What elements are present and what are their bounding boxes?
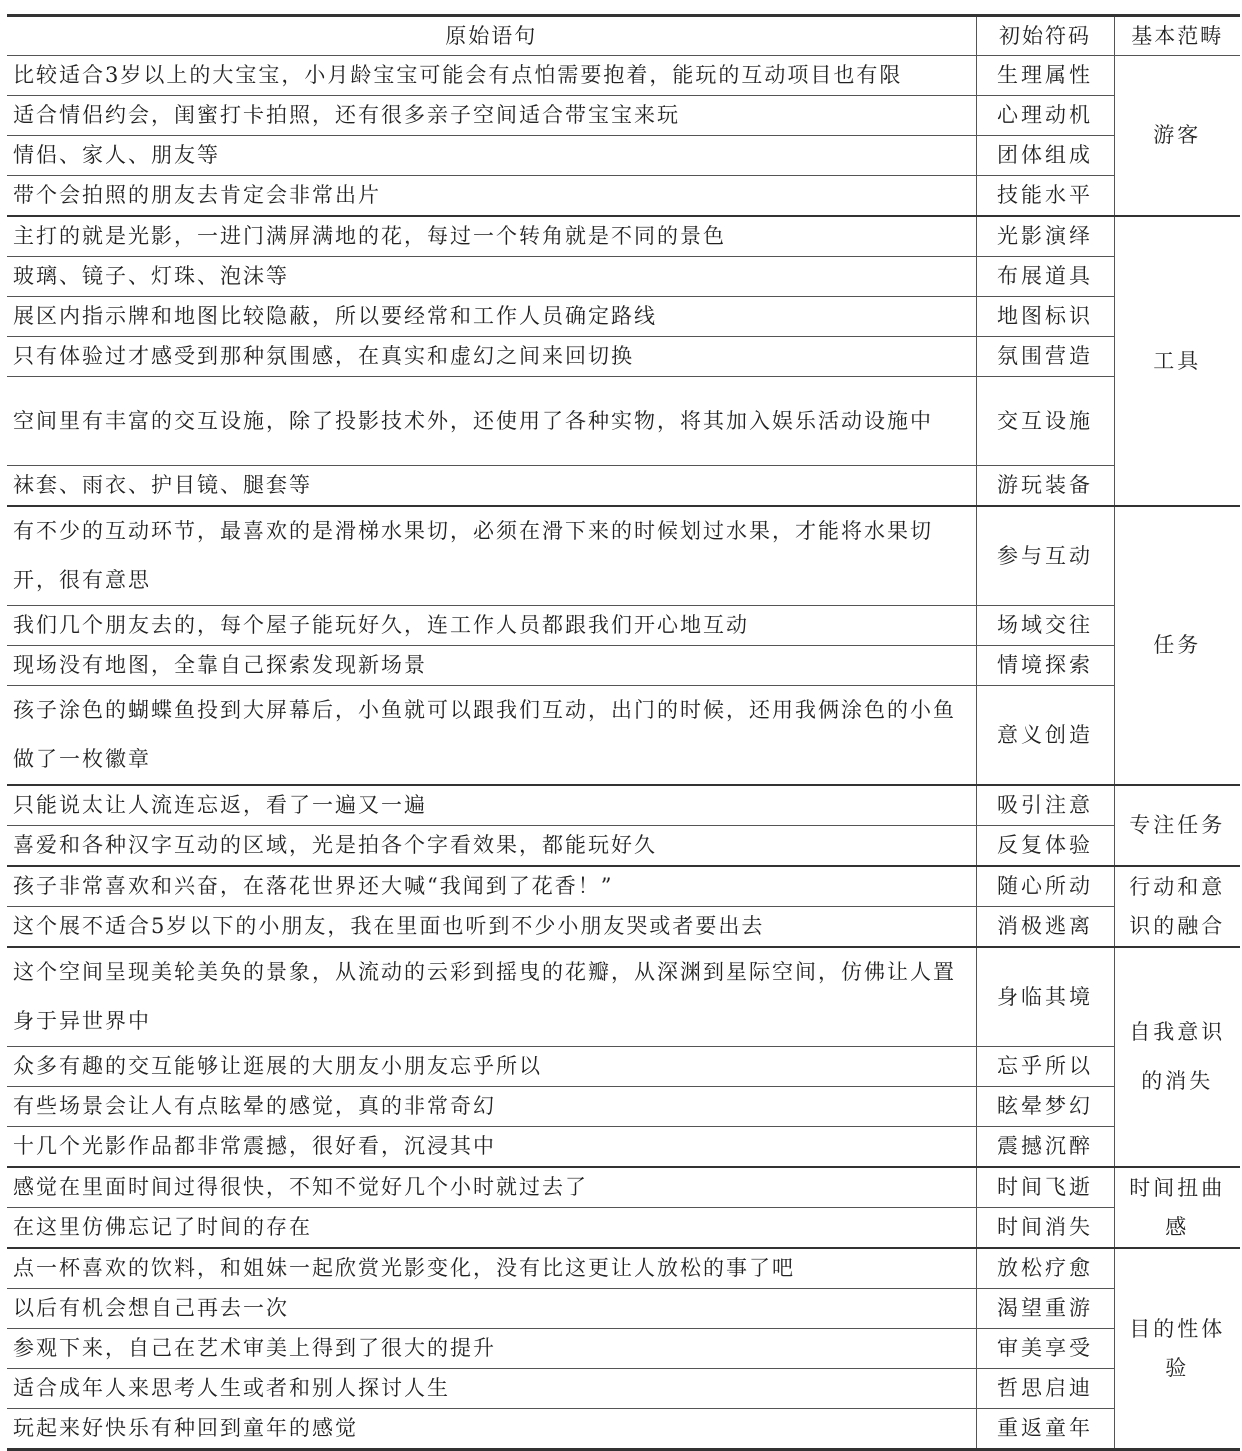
original-sentence-cell: 展区内指示牌和地图比较隐蔽，所以要经常和工作人员确定路线 — [7, 297, 976, 337]
initial-code-cell: 情境探索 — [976, 646, 1114, 686]
original-sentence-cell: 适合成年人来思考人生或者和别人探讨人生 — [7, 1369, 976, 1409]
table-row — [7, 257, 1240, 297]
initial-code-cell: 生理属性 — [976, 56, 1114, 96]
header-basic-category: 基本范畴 — [1114, 16, 1240, 56]
initial-code-cell: 放松疗愈 — [976, 1248, 1114, 1289]
table-row — [7, 866, 1240, 907]
table-row — [7, 466, 1240, 507]
initial-code-cell: 随心所动 — [976, 866, 1114, 907]
basic-category-cell: 时间扭曲感 — [1114, 1167, 1240, 1248]
initial-code-cell: 审美享受 — [976, 1329, 1114, 1369]
basic-category-cell: 游客 — [1114, 56, 1240, 217]
original-sentence-cell: 比较适合3岁以上的大宝宝，小月龄宝宝可能会有点怕需要抱着，能玩的互动项目也有限 — [7, 56, 976, 96]
table-row — [7, 947, 1240, 1047]
table-row — [7, 297, 1240, 337]
coding-table — [7, 14, 1240, 1451]
initial-code-cell: 时间消失 — [976, 1208, 1114, 1249]
initial-code-cell: 震撼沉醉 — [976, 1127, 1114, 1168]
initial-code-cell: 场域交往 — [976, 606, 1114, 646]
initial-code-cell: 布展道具 — [976, 257, 1114, 297]
original-sentence-cell: 众多有趣的交互能够让逛展的大朋友小朋友忘乎所以 — [7, 1047, 976, 1087]
original-sentence-cell: 只能说太让人流连忘返，看了一遍又一遍 — [7, 785, 976, 826]
original-sentence-cell: 袜套、雨衣、护目镜、腿套等 — [7, 466, 976, 507]
original-sentence-cell: 感觉在里面时间过得很快，不知不觉好几个小时就过去了 — [7, 1167, 976, 1208]
original-sentence-cell: 这个空间呈现美轮美奂的景象，从流动的云彩到摇曳的花瓣，从深渊到星际空间，仿佛让人置身于异世界中 — [7, 947, 976, 1047]
initial-code-cell: 哲思启迪 — [976, 1369, 1114, 1409]
table-row — [7, 907, 1240, 948]
header-initial-code: 初始符码 — [976, 16, 1114, 56]
basic-category-cell: 工具 — [1114, 216, 1240, 506]
table-row — [7, 646, 1240, 686]
initial-code-cell: 消极逃离 — [976, 907, 1114, 948]
original-sentence-cell: 有不少的互动环节，最喜欢的是滑梯水果切，必须在滑下来的时候划过水果，才能将水果切开，很有意思 — [7, 506, 976, 606]
table-row — [7, 1208, 1240, 1249]
basic-category-cell: 目的性体验 — [1114, 1248, 1240, 1450]
table-row — [7, 686, 1240, 786]
original-sentence-cell: 现场没有地图，全靠自己探索发现新场景 — [7, 646, 976, 686]
original-sentence-cell: 主打的就是光影，一进门满屏满地的花，每过一个转角就是不同的景色 — [7, 216, 976, 257]
table-row — [7, 1409, 1240, 1450]
initial-code-cell: 意义创造 — [976, 686, 1114, 786]
table-row — [7, 1127, 1240, 1168]
basic-category-cell: 行动和意识的融合 — [1114, 866, 1240, 947]
table-row — [7, 785, 1240, 826]
table-row — [7, 826, 1240, 867]
coding-table-container — [7, 14, 1240, 1451]
initial-code-cell: 游玩装备 — [976, 466, 1114, 507]
original-sentence-cell: 情侣、家人、朋友等 — [7, 136, 976, 176]
initial-code-cell: 忘乎所以 — [976, 1047, 1114, 1087]
table-row — [7, 136, 1240, 176]
original-sentence-cell: 玻璃、镜子、灯珠、泡沫等 — [7, 257, 976, 297]
basic-category-cell: 自我意识的消失 — [1114, 947, 1240, 1167]
basic-category-cell: 专注任务 — [1114, 785, 1240, 866]
table-row — [7, 176, 1240, 217]
table-row — [7, 1369, 1240, 1409]
table-row — [7, 1329, 1240, 1369]
original-sentence-cell: 只有体验过才感受到那种氛围感，在真实和虚幻之间来回切换 — [7, 337, 976, 377]
initial-code-cell: 重返童年 — [976, 1409, 1114, 1450]
original-sentence-cell: 我们几个朋友去的，每个屋子能玩好久，连工作人员都跟我们开心地互动 — [7, 606, 976, 646]
header-original-sentence: 原始语句 — [7, 16, 976, 56]
initial-code-cell: 心理动机 — [976, 96, 1114, 136]
initial-code-cell: 地图标识 — [976, 297, 1114, 337]
original-sentence-cell: 孩子非常喜欢和兴奋，在落花世界还大喊“我闻到了花香！” — [7, 866, 976, 907]
initial-code-cell: 氛围营造 — [976, 337, 1114, 377]
table-row — [7, 1167, 1240, 1208]
initial-code-cell: 眩晕梦幻 — [976, 1087, 1114, 1127]
initial-code-cell: 反复体验 — [976, 826, 1114, 867]
table-row — [7, 1248, 1240, 1289]
initial-code-cell: 身临其境 — [976, 947, 1114, 1047]
original-sentence-cell: 带个会拍照的朋友去肯定会非常出片 — [7, 176, 976, 217]
table-row — [7, 1047, 1240, 1087]
table-row — [7, 506, 1240, 606]
original-sentence-cell: 以后有机会想自己再去一次 — [7, 1289, 976, 1329]
table-row — [7, 216, 1240, 257]
original-sentence-cell: 在这里仿佛忘记了时间的存在 — [7, 1208, 976, 1249]
table-row — [7, 606, 1240, 646]
original-sentence-cell: 参观下来，自己在艺术审美上得到了很大的提升 — [7, 1329, 976, 1369]
table-body — [7, 56, 1240, 1450]
original-sentence-cell: 点一杯喜欢的饮料，和姐妹一起欣赏光影变化，没有比这更让人放松的事了吧 — [7, 1248, 976, 1289]
initial-code-cell: 团体组成 — [976, 136, 1114, 176]
original-sentence-cell: 孩子涂色的蝴蝶鱼投到大屏幕后，小鱼就可以跟我们互动，出门的时候，还用我俩涂色的小鱼做了一枚徽章 — [7, 686, 976, 786]
initial-code-cell: 参与互动 — [976, 506, 1114, 606]
original-sentence-cell: 喜爱和各种汉字互动的区域，光是拍各个字看效果，都能玩好久 — [7, 826, 976, 867]
original-sentence-cell: 适合情侣约会，闺蜜打卡拍照，还有很多亲子空间适合带宝宝来玩 — [7, 96, 976, 136]
table-header-row — [7, 16, 1240, 56]
original-sentence-cell: 十几个光影作品都非常震撼，很好看，沉浸其中 — [7, 1127, 976, 1168]
original-sentence-cell: 这个展不适合5岁以下的小朋友，我在里面也听到不少小朋友哭或者要出去 — [7, 907, 976, 948]
initial-code-cell: 技能水平 — [976, 176, 1114, 217]
table-row — [7, 56, 1240, 96]
table-row — [7, 1087, 1240, 1127]
original-sentence-cell: 空间里有丰富的交互设施，除了投影技术外，还使用了各种实物，将其加入娱乐活动设施中 — [7, 377, 976, 466]
initial-code-cell: 交互设施 — [976, 377, 1114, 466]
table-row — [7, 377, 1240, 466]
initial-code-cell: 吸引注意 — [976, 785, 1114, 826]
basic-category-cell: 任务 — [1114, 506, 1240, 785]
table-row — [7, 1289, 1240, 1329]
initial-code-cell: 渴望重游 — [976, 1289, 1114, 1329]
initial-code-cell: 时间飞逝 — [976, 1167, 1114, 1208]
original-sentence-cell: 玩起来好快乐有种回到童年的感觉 — [7, 1409, 976, 1450]
original-sentence-cell: 有些场景会让人有点眩晕的感觉，真的非常奇幻 — [7, 1087, 976, 1127]
table-row — [7, 96, 1240, 136]
table-row — [7, 337, 1240, 377]
initial-code-cell: 光影演绎 — [976, 216, 1114, 257]
